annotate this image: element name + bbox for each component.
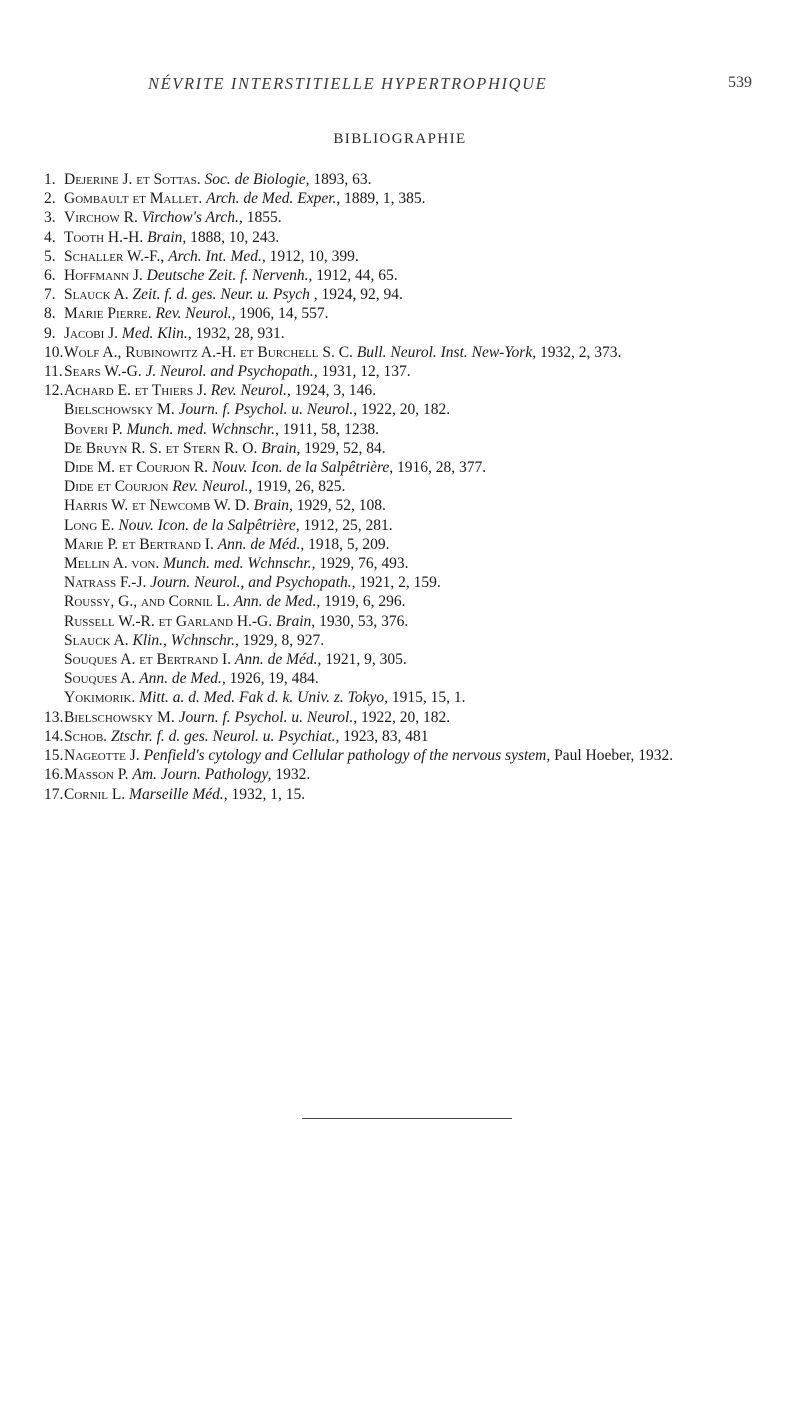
bibliography-list (44, 170, 764, 804)
reference-entry (44, 650, 764, 669)
reference-author: Long E. (64, 516, 115, 534)
reference-journal: Zeit. f. d. ges. Neur. u. Psych , (132, 286, 318, 304)
reference-details: 1889, 1, 385. (344, 190, 426, 208)
reference-entry (44, 765, 764, 784)
reference-author: Natrass F.-J. (64, 574, 147, 592)
reference-entry (44, 189, 764, 208)
reference-details: 1888, 10, 243. (190, 228, 280, 246)
reference-author: Schaller W.-F., (64, 247, 165, 265)
reference-number: 13. (44, 708, 64, 726)
reference-author: Virchow R. (64, 209, 138, 227)
reference-entry (44, 631, 764, 650)
reference-entry (44, 708, 764, 727)
reference-journal: Penfield's cytology and Cellular pathology of the nervous system, (143, 747, 551, 765)
reference-journal: Klin., Wchnschr., (132, 631, 239, 649)
running-head (0, 74, 800, 98)
reference-details: 1932, 28, 931. (195, 324, 285, 342)
reference-details: 1929, 52, 84. (304, 439, 386, 457)
reference-entry (44, 170, 764, 189)
reference-details: 1912, 10, 399. (269, 247, 359, 265)
reference-entry (44, 688, 764, 707)
reference-author: Slauck A. (64, 286, 129, 304)
reference-number: 11. (44, 363, 63, 381)
reference-journal: Munch. med. Wchnschr., (163, 555, 316, 573)
reference-entry (44, 247, 764, 266)
reference-details: 1906, 14, 557. (239, 305, 329, 323)
reference-entry (44, 228, 764, 247)
reference-entry (44, 381, 764, 400)
reference-journal: Journ. f. Psychol. u. Neurol., (178, 401, 358, 419)
reference-number: 7. (44, 286, 56, 304)
reference-entry (44, 400, 764, 419)
reference-journal: Rev. Neurol., (155, 305, 236, 323)
reference-entry (44, 266, 764, 285)
reference-details: 1921, 2, 159. (359, 574, 441, 592)
reference-entry (44, 592, 764, 611)
reference-journal: Virchow's Arch., (141, 209, 243, 227)
reference-author: Yokimorik. (64, 689, 136, 707)
reference-journal: Munch. med. Wchnschr., (126, 420, 279, 438)
reference-details: 1931, 12, 137. (321, 363, 411, 381)
reference-details: 1916, 28, 377. (397, 459, 487, 477)
reference-journal: Brain, (253, 497, 293, 515)
reference-entry (44, 516, 764, 535)
reference-entry (44, 612, 764, 631)
reference-author: Sears W.-G. (64, 363, 142, 381)
reference-details: 1893, 63. (313, 171, 372, 188)
reference-author: Jacobi J. (64, 324, 119, 342)
reference-details: 1932, 2, 373. (539, 343, 622, 361)
reference-journal: Brain, (261, 439, 301, 457)
reference-entry (44, 785, 764, 804)
reference-details: 1918, 5, 209. (308, 535, 390, 553)
reference-details: 1926, 19, 484. (229, 670, 319, 688)
reference-number: 4. (44, 228, 56, 246)
reference-details: 1924, 3, 146. (294, 382, 377, 400)
reference-author: Achard E. et Thiers J. (64, 382, 207, 400)
reference-author: Schob. (64, 727, 108, 745)
reference-journal: J. Neurol. and Psychopath., (145, 363, 318, 381)
reference-details: 1922, 20, 182. (360, 708, 451, 726)
reference-author: Masson P. (64, 766, 129, 784)
reference-entry (44, 496, 764, 515)
reference-author: Wolf A., Rubinowitz A.-H. et Burchell S. C. (64, 343, 353, 361)
reference-number: 1. (44, 171, 56, 188)
reference-entry (44, 477, 764, 496)
reference-author: Cornil L. (64, 785, 126, 803)
reference-number: 2. (44, 190, 56, 208)
reference-author: Mellin A. von. (64, 555, 160, 573)
reference-journal: Marseille Méd., (129, 785, 228, 803)
reference-journal: Am. Journ. Pathology, (132, 766, 272, 784)
reference-author: Gombault et Mallet. (64, 190, 203, 208)
reference-details: 1912, 25, 281. (303, 516, 393, 534)
reference-author: Dide M. et Courjon R. (64, 459, 209, 477)
reference-author: Hoffmann J. (64, 267, 143, 285)
reference-number: 10. (44, 343, 64, 361)
reference-journal: Journ. f. Psychol. u. Neurol., (178, 708, 358, 726)
reference-entry (44, 208, 764, 227)
reference-author: Roussy, G., and Cornil L. (64, 593, 230, 611)
reference-author: Marie Pierre. (64, 305, 152, 323)
reference-author: Marie P. et Bertrand I. (64, 535, 214, 553)
reference-entry (44, 554, 764, 573)
reference-number: 15. (44, 747, 64, 765)
reference-author: Russell W.-R. et Garland H.-G. (64, 612, 273, 630)
reference-journal: Rev. Neurol., (210, 382, 291, 400)
reference-author: Souques A. (64, 670, 136, 688)
reference-number: 9. (44, 324, 56, 342)
reference-author: Tooth H.-H. (64, 228, 144, 246)
reference-details: 1922, 20, 182. (360, 401, 451, 419)
closing-rule (302, 1118, 512, 1119)
reference-details: 1912, 44, 65. (316, 267, 398, 285)
reference-author: Souques A. et Bertrand I. (64, 651, 232, 669)
reference-details: 1929, 8, 927. (242, 631, 325, 649)
reference-details: 1930, 53, 376. (319, 612, 409, 630)
reference-number: 3. (44, 209, 56, 227)
reference-number: 14. (44, 727, 64, 745)
reference-author: Slauck A. (64, 631, 129, 649)
reference-details: 1919, 6, 296. (324, 593, 406, 611)
reference-details: 1915, 15, 1. (391, 689, 466, 707)
reference-author: Boveri P. (64, 420, 123, 438)
reference-journal: Nouv. Icon. de la Salpêtrière, (118, 516, 300, 534)
reference-number: 17. (44, 785, 64, 803)
reference-details: 1929, 76, 493. (319, 555, 409, 573)
reference-entry (44, 573, 764, 592)
reference-number: 12. (44, 382, 64, 400)
reference-number: 8. (44, 305, 56, 323)
reference-journal: Ann. de Méd., (234, 651, 322, 669)
reference-entry (44, 324, 764, 343)
reference-journal: Brain, (147, 228, 187, 246)
reference-entry (44, 458, 764, 477)
reference-journal: Med. Klin., (121, 324, 192, 342)
reference-entry (44, 343, 764, 362)
reference-number: 6. (44, 267, 56, 285)
reference-journal: Arch. Int. Med., (168, 247, 266, 265)
reference-journal: Soc. de Biologie, (204, 171, 310, 188)
reference-author: Bielschowsky M. (64, 708, 175, 726)
reference-details: 1929, 52, 108. (296, 497, 386, 515)
reference-number: 5. (44, 247, 56, 265)
section-title: BIBLIOGRAPHIE (333, 131, 467, 147)
reference-entry (44, 746, 764, 765)
reference-details: 1924, 92, 94. (321, 286, 403, 304)
reference-entry (44, 535, 764, 554)
reference-details: 1921, 9, 305. (325, 651, 407, 669)
reference-details: 1932, 1, 15. (231, 785, 306, 803)
reference-journal: Mitt. a. d. Med. Fak d. k. Univ. z. Tokyo, (139, 689, 388, 707)
reference-entry (44, 669, 764, 688)
reference-journal: Journ. Neurol., and Psychopath., (150, 574, 356, 592)
reference-author: Dejerine J. et Sottas. (64, 171, 201, 188)
reference-details: 1932. (275, 766, 311, 784)
reference-author: Nageotte J. (64, 747, 140, 765)
reference-author: Dide et Courjon (64, 478, 169, 496)
reference-details: 1855. (246, 209, 282, 227)
reference-journal: Ztschr. f. d. ges. Neurol. u. Psychiat., (110, 727, 340, 745)
reference-entry (44, 362, 764, 381)
reference-details: 1911, 58, 1238. (282, 420, 380, 438)
reference-number: 16. (44, 766, 64, 784)
reference-journal: Deutsche Zeit. f. Nervenh., (146, 267, 313, 285)
reference-journal: Arch. de Med. Exper., (206, 190, 341, 208)
reference-entry (44, 727, 764, 746)
reference-journal: Nouv. Icon. de la Salpêtrière, (211, 459, 394, 477)
reference-journal: Brain, (276, 612, 316, 630)
reference-author: De Bruyn R. S. et Stern R. O. (64, 439, 258, 457)
reference-journal: Bull. Neurol. Inst. New-York, (356, 343, 537, 361)
reference-entry (44, 439, 764, 458)
reference-journal: Rev. Neurol., (172, 478, 253, 496)
reference-author: Bielschowsky M. (64, 401, 175, 419)
reference-entry (44, 420, 764, 439)
reference-details: Paul Hoeber, 1932. (554, 747, 674, 765)
reference-journal: Ann. de Med., (139, 670, 226, 688)
reference-author: Harris W. et Newcomb W. D. (64, 497, 250, 515)
reference-details: 1919, 26, 825. (256, 478, 346, 496)
reference-entry (44, 304, 764, 323)
reference-entry (44, 285, 764, 304)
reference-journal: Ann. de Méd., (217, 535, 305, 553)
page-number: 539 (728, 74, 752, 91)
running-head-title: NÉVRITE INTERSTITIELLE HYPERTROPHIQUE (148, 74, 548, 93)
reference-details: 1923, 83, 481 (343, 727, 429, 745)
reference-journal: Ann. de Med., (233, 593, 321, 611)
